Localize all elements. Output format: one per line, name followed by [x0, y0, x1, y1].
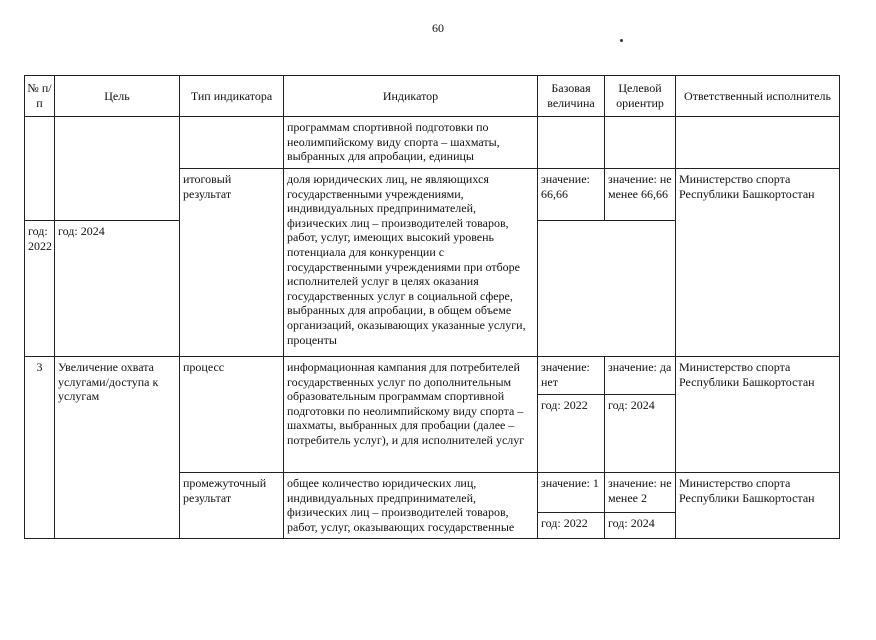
cell-indicator: общее количество юридических лиц, индивидуальных предпринимателей, физических лиц – производителей товаров, работ, услуг, оказывающих государственные	[284, 473, 538, 539]
cell-type: процесс	[180, 357, 284, 473]
cell-base: значение: 66,66	[538, 169, 605, 221]
table-header-row	[25, 76, 840, 117]
cell-target-year: год: 2024	[605, 513, 676, 539]
table-row	[25, 357, 840, 395]
cell-target: значение: не менее 66,66	[605, 169, 676, 221]
cell-indicator: программам спортивной подготовки по неолимпийскому виду спорта – шахматы, выбранных для апробации, единицы	[284, 117, 538, 169]
cell-target: значение: не менее 2	[605, 473, 676, 513]
cell-base-year: год: 2022	[538, 513, 605, 539]
header-target: Целевой ориентир	[605, 76, 676, 117]
cell-num: 3	[25, 357, 55, 539]
header-type: Тип индикатора	[180, 76, 284, 117]
cell-base: значение: 1	[538, 473, 605, 513]
indicators-table	[24, 75, 840, 539]
cell-target-year: год: 2024	[605, 395, 676, 473]
cell-indicator: доля юридических лиц, не являющихся государственными учреждениями, индивидуальных предпринимателей, физических лиц – производителей товаров, работ, услуг, имеющих высокий уровень потенциала для конкуренции с государственными учреждениями при отборе исполнителей услуг в целях оказания государственных услуг в социальной сфере, выбранных для апробации, в общем объеме организаций, оказывающих указанные услуги, проценты	[284, 169, 538, 357]
table-row	[25, 117, 840, 169]
page-number: 60	[432, 21, 444, 35]
cell-target-year: год: 2024	[55, 221, 180, 357]
cell-goal	[55, 117, 180, 221]
cell-base: значение: нет	[538, 357, 605, 395]
cell-goal: Увеличение охвата услугами/доступа к услугам	[55, 357, 180, 539]
header-responsible: Ответственный исполнитель	[676, 76, 840, 117]
cell-num	[25, 117, 55, 221]
cell-type	[180, 117, 284, 169]
cell-base-year: год: 2022	[538, 395, 605, 473]
cell-type: итоговый результат	[180, 169, 284, 357]
cell-base-year: год: 2022	[25, 221, 55, 357]
cell-type: промежуточный результат	[180, 473, 284, 539]
cell-indicator: информационная кампания для потребителей государственных услуг по дополнительным образовательным программам спортивной подготовки по неолимпийскому виду спорта – шахматы, выбранных для пробации (далее – потребитель услуг), и для исполнителей услуг	[284, 357, 538, 473]
header-goal: Цель	[55, 76, 180, 117]
cell-responsible: Министерство спорта Республики Башкортостан	[676, 357, 840, 473]
header-base: Базовая величина	[538, 76, 605, 117]
scan-speck	[620, 39, 623, 42]
cell-target	[605, 117, 676, 169]
cell-responsible: Министерство спорта Республики Башкортостан	[676, 169, 840, 357]
header-num: № п/п	[25, 76, 55, 117]
header-indicator: Индикатор	[284, 76, 538, 117]
cell-target: значение: да	[605, 357, 676, 395]
cell-responsible	[676, 117, 840, 169]
cell-base	[538, 117, 605, 169]
cell-responsible: Министерство спорта Республики Башкортостан	[676, 473, 840, 539]
